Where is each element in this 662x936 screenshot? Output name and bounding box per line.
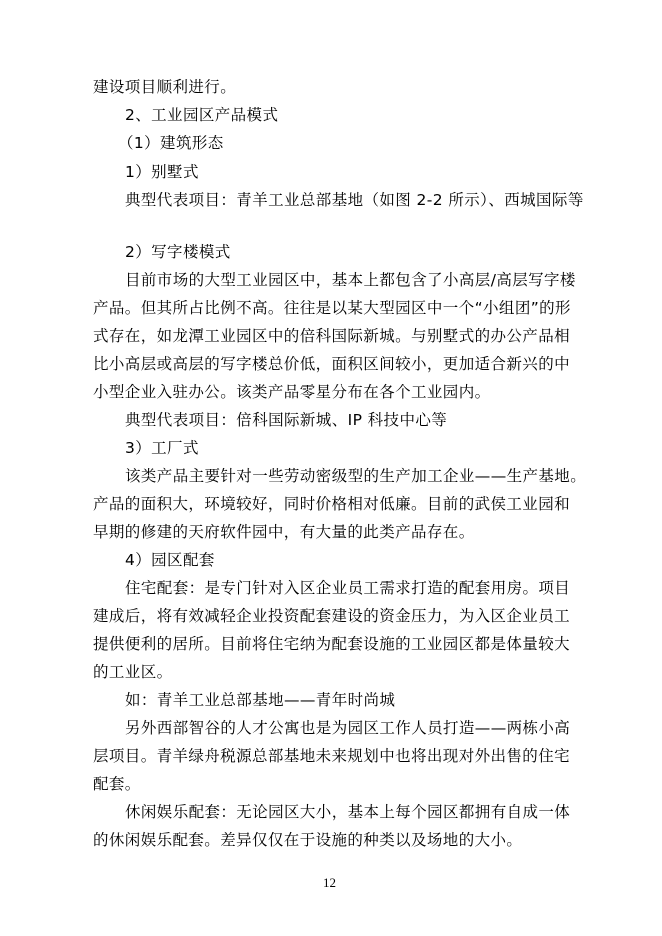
text-line: 提供便利的居所。目前将住宅纳为配套设施的工业园区都是体量较大 [93,635,571,653]
section-heading: 2、工业园区产品模式 [125,106,279,124]
item-heading: 4）园区配套 [125,551,215,569]
text-line: 住宅配套：是专门针对入区企业员工需求打造的配套用房。项目 [125,579,571,597]
text-line: 的工业区。 [93,663,173,681]
text-line: 早期的修建的天府软件园中，有大量的此类产品存在。 [93,523,475,541]
text-line: 的休闲娱乐配套。差异仅仅在于设施的种类以及场地的大小。 [93,831,523,849]
item-heading: 1）别墅式 [125,163,199,181]
subsection-heading: （1）建筑形态 [118,134,224,152]
text-line: 小型企业入驻办公。该类产品零星分布在各个工业园内。 [93,383,491,401]
text-line: 休闲娱乐配套：无论园区大小，基本上每个园区都拥有自成一体 [125,803,571,821]
text-line: 另外西部智谷的人才公寓也是为园区工作人员打造——两栋小高 [125,719,571,737]
text-line: 该类产品主要针对一些劳动密级型的生产加工企业——生产基地。 [125,467,587,485]
text-line: 如：青羊工业总部基地——青年时尚城 [125,691,396,709]
page-number: 12 [323,875,336,890]
text-line: 比小高层或高层的写字楼总价低，面积区间较小，更加适合新兴的中 [93,355,571,373]
text-line: 典型代表项目：青羊工业总部基地（如图 2-2 所示）、西城国际等 [125,191,584,209]
text-line: 产品的面积大，环境较好，同时价格相对低廉。目前的武侯工业园和 [93,495,571,513]
text-line: 层项目。青羊绿舟税源总部基地未来规划中也将出现对外出售的住宅 [93,747,571,765]
text-line: 建设项目顺利进行。 [93,78,237,96]
item-heading: 3）工厂式 [125,439,199,457]
text-line: 产品。但其所占比例不高。往往是以某大型园区中一个“小组团”的形 [93,299,571,317]
item-heading: 2）写字楼模式 [125,243,231,261]
text-line: 建成后，将有效减轻企业投资配套建设的资金压力，为入区企业员工 [93,607,571,625]
text-line: 典型代表项目：倍科国际新城、IP 科技中心等 [125,411,448,429]
text-line: 配套。 [93,775,141,793]
text-line: 式存在，如龙潭工业园区中的倍科国际新城。与别墅式的办公产品相 [93,327,571,345]
text-line: 目前市场的大型工业园区中，基本上都包含了小高层/高层写字楼 [125,271,576,289]
